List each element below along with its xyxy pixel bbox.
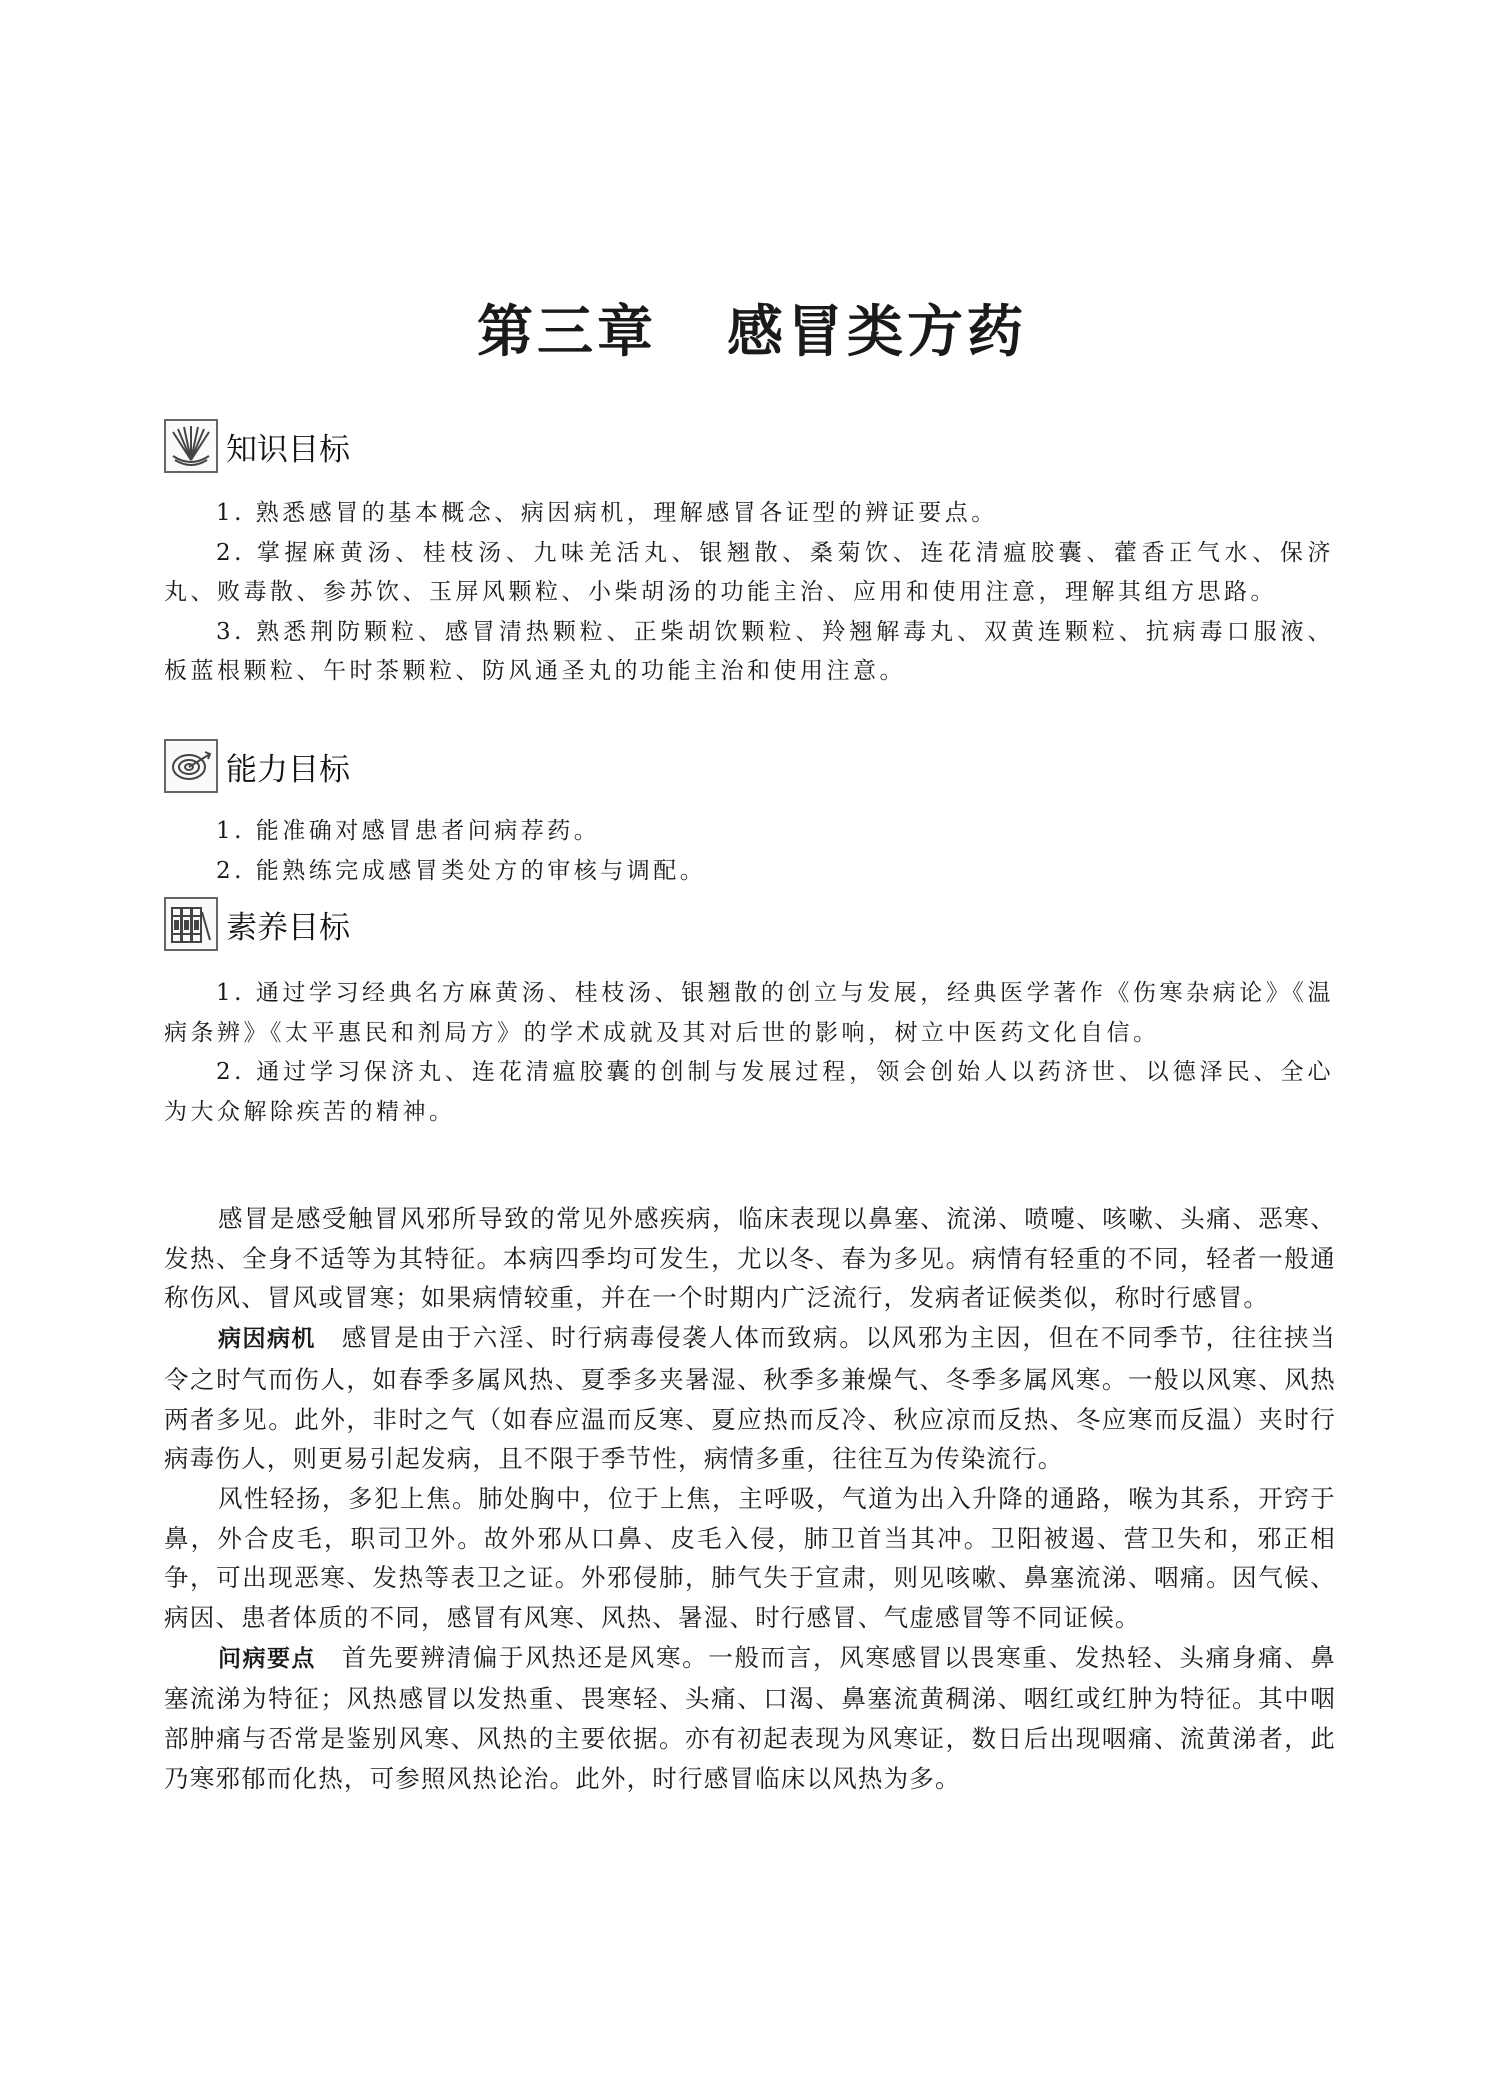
inquiry-paragraph xyxy=(164,1638,1336,1799)
objective-item: 2. 掌握麻黄汤、桂枝汤、九味羌活丸、银翘散、桑菊饮、连花清瘟胶囊、藿香正气水、保济丸、败毒散、参苏饮、玉屏风颗粒、小柴胡汤的功能主治、应用和使用注意，理解其组方思路。 xyxy=(164,539,1334,605)
chapter-title xyxy=(0,288,1504,368)
objective-title: 素养目标 xyxy=(226,909,350,946)
objective-item: 1. 能准确对感冒患者问病荐药。 xyxy=(216,818,601,844)
objective-title: 知识目标 xyxy=(226,431,350,468)
objective-header xyxy=(164,738,1334,794)
objective-title: 能力目标 xyxy=(226,751,350,788)
literacy-objectives xyxy=(164,896,1334,1132)
pathology-paragraph: 风性轻扬，多犯上焦。肺处胸中，位于上焦，主呼吸，气道为出入升降的通路，喉为其系，开窍于鼻，外合皮毛，职司卫外。故外邪从口鼻、皮毛入侵，肺卫首当其冲。卫阳被遏、营卫失和，邪正相争，可出现恶寒、发热等表卫之证。外邪侵肺，肺气失于宣肃，则见咳嗽、鼻塞流涕、咽痛。因气候、病因、患者体质的不同，感冒有风寒、风热、暑湿、时行感冒、气虚感冒等不同证候。 xyxy=(164,1483,1336,1633)
etiology-paragraph xyxy=(164,1318,1336,1479)
objective-item: 2. 通过学习保济丸、连花清瘟胶囊的创制与发展过程，领会创始人以药济世、以德泽民、全心为大众解除疾苦的精神。 xyxy=(164,1059,1334,1125)
ability-objectives xyxy=(164,738,1334,891)
main-text xyxy=(164,1199,1336,1799)
objective-item: 2. 能熟练完成感冒类处方的审核与调配。 xyxy=(216,857,707,884)
inquiry-heading: 问病要点 xyxy=(218,1645,316,1672)
objective-item: 3. 熟悉荆防颗粒、感冒清热颗粒、正柴胡饮颗粒、羚翘解毒丸、双黄连颗粒、抗病毒口服液、板蓝根颗粒、午时茶颗粒、防风通圣丸的功能主治和使用注意。 xyxy=(164,618,1334,684)
intro-paragraph: 感冒是感受触冒风邪所导致的常见外感疾病，临床表现以鼻塞、流涕、喷嚏、咳嗽、头痛、恶寒、发热、全身不适等为其特征。本病四季均可发生，尤以冬、春为多见。病情有轻重的不同，轻者一般通称伤风、冒风或冒寒；如果病情较重，并在一个时期内广泛流行，发病者证候类似，称时行感冒。 xyxy=(164,1204,1336,1313)
chapter-number: 第三章 xyxy=(477,300,657,365)
chapter-name: 感冒类方药 xyxy=(727,300,1027,365)
knowledge-objectives xyxy=(164,418,1334,692)
objective-item: 1. 通过学习经典名方麻黄汤、桂枝汤、银翘散的创立与发展，经典医学著作《伤寒杂病论》《温病条辨》《太平惠民和剂局方》的学术成就及其对后世的影响，树立中医药文化自信。 xyxy=(164,980,1334,1046)
etiology-heading: 病因病机 xyxy=(218,1326,316,1353)
target-icon xyxy=(164,739,218,793)
inquiry-text: 首先要辨清偏于风热还是风寒。一般而言，风寒感冒以畏寒重、发热轻、头痛身痛、鼻塞流涕为特征；风热感冒以发热重、畏寒轻、头痛、口渴、鼻塞流黄稠涕、咽红或红肿为特征。其中咽部肿痛与否常是鉴别风寒、风热的主要依据。亦有初起表现为风寒证，数日后出现咽痛、流黄涕者，此乃寒邪郁而化热，可参照风热论治。此外，时行感冒临床以风热为多。 xyxy=(164,1642,1337,1793)
book-fan-icon xyxy=(164,419,218,473)
objective-header xyxy=(164,896,1334,952)
etiology-text: 感冒是由于六淫、时行病毒侵袭人体而致病。以风邪为主因，但在不同季节，往往挟当令之时气而伤人，如春季多属风热、夏季多夹暑湿、秋季多兼燥气、冬季多属风寒。一般以风寒、风热两者多见。此外，非时之气（如春应温而反寒、夏应热而反冷、秋应凉而反热、冬应寒而反温）夹时行病毒伤人，则更易引起发病，且不限于季节性，病情多重，往往互为传染流行。 xyxy=(164,1323,1337,1474)
objective-item: 1. 熟悉感冒的基本概念、病因病机，理解感冒各证型的辨证要点。 xyxy=(216,500,998,526)
objective-header xyxy=(164,418,1334,474)
books-icon xyxy=(164,897,218,951)
